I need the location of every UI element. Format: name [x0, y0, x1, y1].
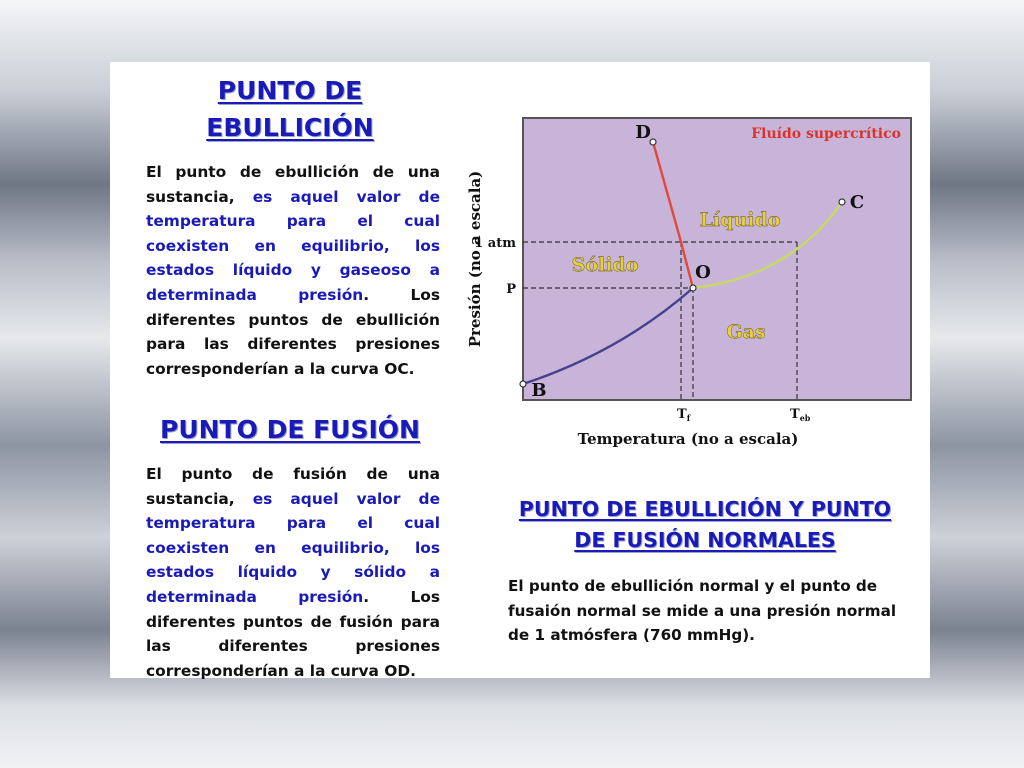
point-d-label: D	[635, 122, 651, 143]
tick-teb	[790, 407, 811, 423]
paragraph-normales: El punto de ebullición normal y el punto de fusaión normal se mide a una presión normal de 1 atmósfera (760 mmHg).	[508, 577, 897, 645]
point-b-label: B	[531, 380, 547, 401]
tick-tf-sub: f	[686, 413, 691, 423]
label-fluido-supercritico: Fluído supercrítico	[751, 126, 901, 142]
tick-p: P	[506, 282, 516, 297]
heading-line-1: PUNTO DE	[217, 76, 363, 105]
tick-teb-main: T	[790, 407, 800, 422]
tick-1atm: 1 atm	[474, 236, 516, 251]
heading-line-1: PUNTO DE EBULLICIÓN Y PUNTO	[518, 497, 892, 521]
point-o-label: O	[695, 262, 711, 283]
heading-punto-fusion: PUNTO DE FUSIÓN	[160, 415, 420, 444]
paragraph-fusion	[146, 462, 440, 683]
heading-line-2: DE FUSIÓN NORMALES	[574, 528, 836, 552]
point-c-label: C	[849, 192, 865, 213]
text-part: El punto de ebullición de una sustancia,	[146, 163, 440, 206]
heading-line-2: EBULLICIÓN	[206, 113, 374, 142]
label-gas: Gas	[726, 321, 766, 343]
point-d-marker	[650, 139, 656, 145]
point-o-marker	[690, 285, 696, 291]
point-b-marker	[520, 381, 526, 387]
definition-highlight: es aquel valor de temperatura para el cual coexisten en equilibrio, los estados líquido y sólido a determinada presión	[146, 489, 441, 606]
text-part: . Los diferentes puntos de ebullición para las diferentes presiones corresponderían a la curva OC.	[146, 285, 440, 378]
point-c-marker	[839, 199, 845, 205]
tick-teb-sub: eb	[799, 413, 811, 423]
heading-puntos-normales	[490, 494, 920, 556]
label-solido: Sólido	[571, 254, 639, 276]
paragraph-ebullicion	[146, 160, 440, 381]
heading-punto-ebullicion	[180, 72, 400, 146]
text-part: . Los diferentes puntos de fusión para las diferentes presiones corresponderían a la curva OD.	[146, 587, 440, 680]
slide	[110, 62, 930, 678]
tick-tf-main: T	[677, 407, 687, 422]
text-part: El punto de fusión de una sustancia,	[146, 465, 440, 508]
y-axis-label: Presión (no a escala)	[466, 170, 484, 348]
definition-highlight: es aquel valor de temperatura para el cual coexisten en equilibrio, los estados líquido y gaseoso a determinada presión	[146, 187, 441, 304]
x-axis-label: Temperatura (no a escala)	[577, 430, 799, 448]
label-liquido: Líquido	[699, 209, 781, 231]
tick-tf	[677, 407, 691, 423]
phase-diagram	[450, 102, 920, 462]
